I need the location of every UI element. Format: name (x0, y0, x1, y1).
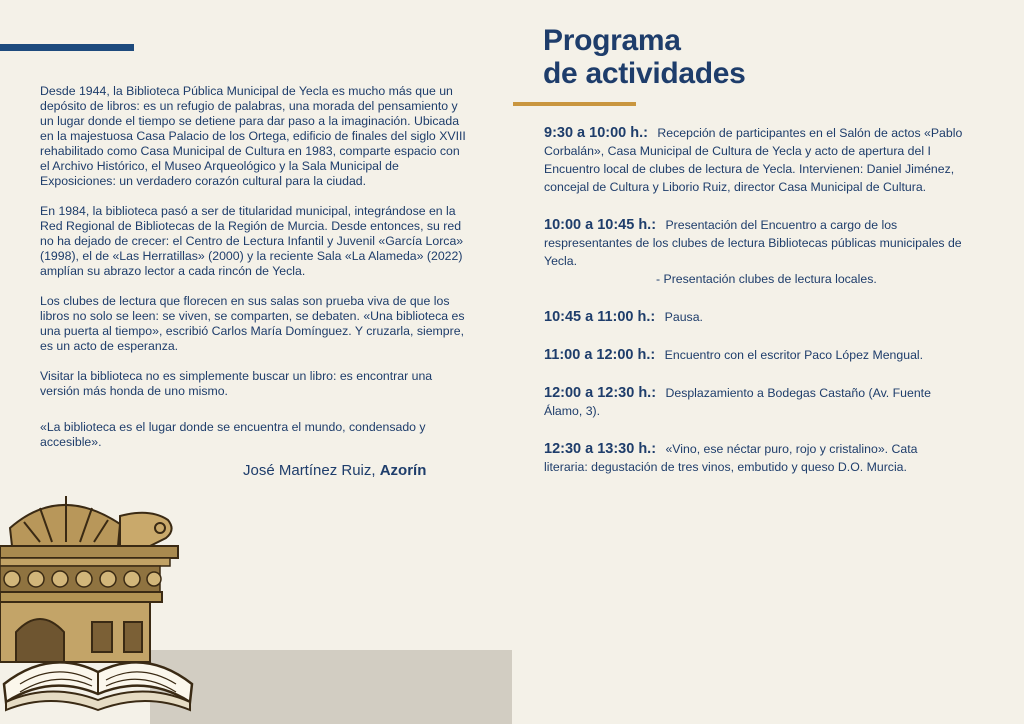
palace-book-illustration (0, 488, 200, 724)
schedule-item (544, 346, 964, 364)
schedule-description: «Vino, ese néctar puro, rojo y cristalino». Cata literaria: degustación de tres vinos, embutido y queso D.O. Murcia. (544, 442, 918, 474)
schedule-item (544, 308, 964, 326)
intro-paragraph-4: Visitar la biblioteca no es simplemente buscar un libro: es encontrar una versión más honda de uno mismo. (40, 369, 433, 398)
author-alias: Azorín (379, 462, 427, 479)
quote-author (243, 462, 426, 479)
schedule-description: Encuentro con el escritor Paco López Mengual. (664, 348, 924, 362)
shell-crest-icon (10, 496, 172, 546)
intro-text (40, 84, 470, 414)
schedule-time: 12:00 a 12:30 h.: (544, 385, 657, 401)
schedule-item (544, 124, 964, 196)
schedule-description: Recepción de participantes en el Salón de actos «Pablo Corbalán», Casa Municipal de Cultura de Yecla y acto de apertura del I Encuentro local de clubes de lectura de Yecla. Intervienen: Daniel Jiménez, concejal de Cultura y Liborio Ruiz, director Casa Municipal de Cultura. (544, 126, 963, 194)
author-name: José Martínez Ruiz, (243, 462, 376, 479)
schedule-time: 10:00 a 10:45 h.: (544, 217, 657, 233)
decorative-bar-left (0, 44, 134, 51)
open-book-icon (4, 662, 192, 710)
decorative-block-bottom (150, 650, 512, 724)
page-title (543, 24, 746, 90)
schedule-description: Presentación del Encuentro a cargo de los respresentantes de los clubes de lectura Bibliotecas públicas municipales de Yecla. (544, 218, 962, 268)
intro-paragraph-1: Desde 1944, la Biblioteca Pública Municipal de Yecla es mucho más que un depósito de libros: es un refugio de palabras, una morada del pensamiento y un lugar donde el tiempo se detiene para dar paso a la imaginación. Ubicada en la majestuosa Casa Palacio de los Ortega, edificio de finales del siglo XVIII rehabilitado como Casa Municipal de Cultura en 1983, comparte espacio con el Archivo Histórico, el Museo Arqueológico y la Sala Municipal de Exposiciones: un verdadero corazón cultural para la ciudad. (40, 84, 466, 188)
schedule-description: Desplazamiento a Bodegas Castaño (Av. Fuente Álamo, 3). (544, 386, 931, 418)
intro-paragraph-2: En 1984, la biblioteca pasó a ser de titularidad municipal, integrándose en la Red Regional de Bibliotecas de la Región de Murcia. Desde entonces, su red no ha dejado de crecer: el Centro de Lectura Infantil y Juvenil «García Lorca» (1998), el de «Las Herratillas» (2000) y la reciente Sala «La Alameda» (2022) amplían su abrazo lector a cada rincón de Yecla. (40, 204, 464, 278)
schedule-subitem: - Presentación clubes de lectura locales. (656, 272, 877, 286)
quote-text: «La biblioteca es el lugar donde se encuentra el mundo, condensado y accesible». (40, 420, 426, 449)
schedule-item (544, 216, 964, 288)
palace-facade (0, 602, 150, 662)
title-line-2: de actividades (543, 57, 746, 90)
schedule-time: 10:45 a 11:00 h.: (544, 309, 656, 325)
schedule-time: 9:30 a 10:00 h.: (544, 125, 648, 141)
schedule-list (544, 124, 964, 496)
schedule-time: 11:00 a 12:00 h.: (544, 347, 656, 363)
intro-paragraph-3: Los clubes de lectura que florecen en sus salas son prueba viva de que los libros no solo se leen: se viven, se comparten, se debaten. «Una biblioteca es una puerta al tiempo», escribió Carlos María Domínguez. Y cruzarla, siempre, es un acto de esperanza. (40, 294, 465, 353)
decorative-bar-gold (513, 102, 636, 106)
heads-frieze (0, 566, 161, 592)
schedule-item (544, 440, 964, 476)
schedule-description: Pausa. (664, 310, 703, 324)
schedule-item (544, 384, 964, 420)
title-line-1: Programa (543, 24, 681, 57)
schedule-time: 12:30 a 13:30 h.: (544, 441, 657, 457)
